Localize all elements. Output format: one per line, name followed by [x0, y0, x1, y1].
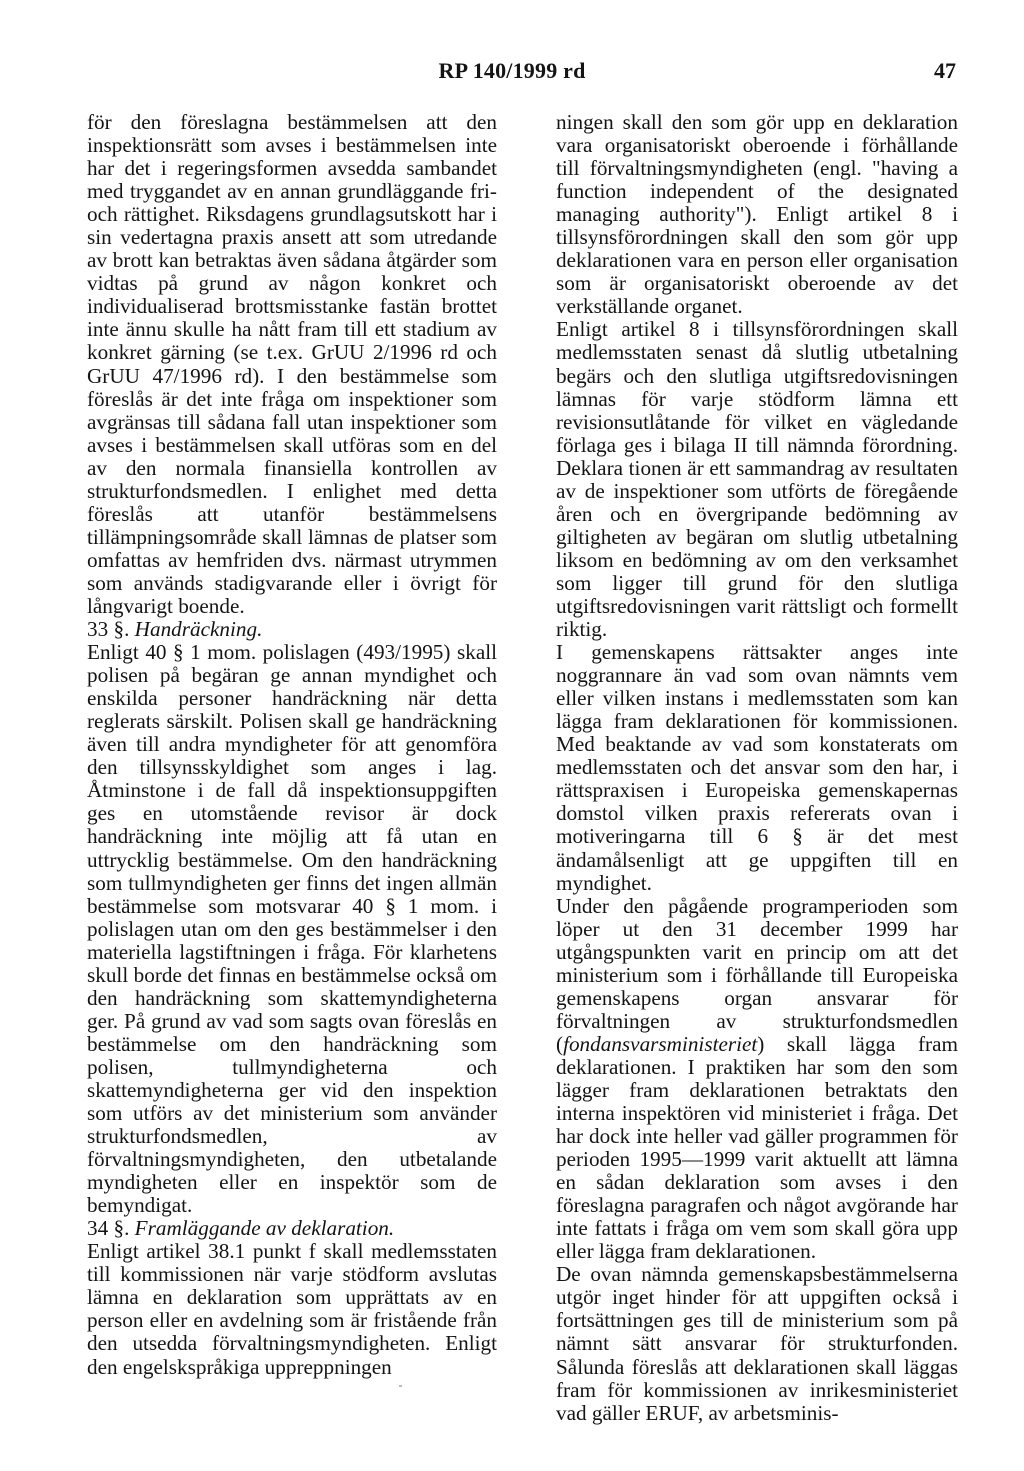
paragraph: Enligt artikel 8 i tillsynsförordningen skall medlemsstaten senast då slutlig utbetalning begärs och den slutliga utgiftsredovisningen lämnas för varje stödform lämna ett revisionsutlåtande för vilket en vägledande förlaga ges i bilaga II till nämnda förordning. Deklara tionen är ett sammandrag av resultaten av de inspektioner som utförts de föregående åren och en övergripande bedömning av giltigheten av begäran om slutlig utbetalning liksom en bedömning av om den verksamhet som ligger till grund för den slutliga utgiftsredovisningen varit rättsligt och formellt riktig.: [556, 317, 958, 642]
right-column: [556, 111, 958, 1425]
section-heading-34: [87, 1217, 497, 1240]
page-number: 47: [934, 58, 956, 83]
left-column: [87, 111, 497, 1379]
paragraph: Enligt artikel 38.1 punkt f skall medlemsstaten till kommissionen när varje stödform avslutas lämna en deklaration som upprättats av en person eller en avdelning som är fristående från den utsedda förvaltningsmyndigheten. Enligt den engelskspråkiga uppreppningen: [87, 1239, 497, 1379]
paragraph: [556, 895, 958, 1264]
section-title: Handräckning.: [134, 617, 263, 642]
paragraph: De ovan nämnda gemenskapsbestämmelserna utgör inget hinder för att uppgiften också i fortsättningen ges till de ministerium som på nämnt sätt ansvarar för strukturfonden. Sålunda föreslås att deklarationen skall läggas fram för kommissionen av inrikesministeriet vad gäller ERUF, av arbetsminis-: [556, 1262, 958, 1425]
section-title: Framläggande av deklaration.: [134, 1216, 395, 1241]
paragraph: Enligt 40 § 1 mom. polislagen (493/1995) skall polisen på begäran ge annan myndighet och enskilda personer handräckning när detta reglerats särskilt. Polisen skall ge handräckning även till andra myndigheter för att genomföra den tillsynsskyldighet som anges i lag. Åtminstone i de fall då inspektionsuppgiften ges en utomstående revisor är dock handräckning inte möjlig att få utan en uttrycklig bestämmelse. Om den handräckning som tullmyndigheten ger finns det ingen allmän bestämmelse som motsvarar 40 § 1 mom. i polislagen utan om den ges bestämmelser i den materiella lagstiftningen i fråga. För klarhetens skull borde det finnas en bestämmelse också om den handräckning som skattemyndigheterna ger. På grund av vad som sagts ovan föreslås en bestämmelse om den handräckning som polisen, tullmyndigheterna och skattemyndigheterna ger vid den inspektion som utförs av det ministerium som använder strukturfondsmedlen, av förvaltningsmyndigheten, den utbetalande myndigheten eller en inspektör som de bemyndigat.: [87, 640, 497, 1218]
section-number: 33 §.: [87, 617, 130, 642]
scan-speck: [399, 1385, 402, 1387]
section-heading-33: [87, 618, 497, 641]
italic-term: fondansvarsministeriet: [563, 1031, 758, 1056]
section-number: 34 §.: [87, 1216, 130, 1241]
paragraph: ningen skall den som gör upp en deklaration vara organisatoriskt oberoende i förhållande till förvaltningsmyndigheten (engl. "having a function independent of the designated managing authority"). Enligt artikel 8 i tillsynsförordningen skall den som gör upp deklarationen vara en person eller organisation som är organisatoriskt oberoende av det verkställande organet.: [556, 110, 958, 319]
running-header-title: RP 140/1999 rd: [438, 58, 586, 83]
paragraph: för den föreslagna bestämmelsen att den inspektionsrätt som avses i bestämmelsen inte har det i regeringsformen avsedda sambandet med tryggandet av en annan grundläggande fri- och rättighet. Riksdagens grundlagsutskott har i sin vedertagna praxis ansett att som utredande av brott kan betraktas även sådana åtgärder som vidtas på grund av någon konkret och individualiserad brottsmisstanke fastän brottet inte ännu skulle ha nått fram till ett stadium av konkret gärning (se t.ex. GrUU 2/1996 rd och GrUU 47/1996 rd). I den bestämmelse som föreslås är det inte fråga om inspektioner som avgränsas till sådana fall utan inspektioner som avses i bestämmelsen skall utföras som en del av den normala finansiella kontrollen av strukturfondsmedlen. I enlighet med detta föreslås att utanför bestämmelsens tillämpningsområde skall lämnas de platser som omfattas av hemfriden dvs. närmast utrymmen som används stadigvarande eller i övrigt för långvarigt boende.: [87, 110, 497, 618]
paragraph-text: Under den pågående programperioden som löper ut den 31 december 1999 har utgångspunkten varit en princip om att det ministerium som i förhållande till Europeiska gemenskapens organ ansvarar för förvaltningen av strukturfondsmedlen (: [556, 893, 958, 1056]
paragraph: I gemenskapens rättsakter anges inte noggrannare än vad som ovan nämnts vem eller vilken instans i medlemsstaten som kan lägga fram deklarationen för kommissionen. Med beaktande av vad som konstaterats om medlemsstaten och det ansvar som den har, i rättspraxisen i Europeiska gemenskapernas domstol vilken praxis refererats ovan i motiveringarna till 6 § är det mest ändamålsenligt att ge uppgiften till en myndighet.: [556, 640, 958, 895]
paragraph-text: ) skall lägga fram deklarationen. I praktiken har som den som lägger fram deklarationen betraktats den interna inspektören vid ministeriet i fråga. Det har dock inte heller vad gäller programmen för perioden 1995—1999 varit aktuellt att lämna en sådan deklaration som avses i den föreslagna paragrafen och något avgörande har inte fattats i fråga om vem som skall göra upp eller lägga fram deklarationen.: [556, 1031, 958, 1264]
